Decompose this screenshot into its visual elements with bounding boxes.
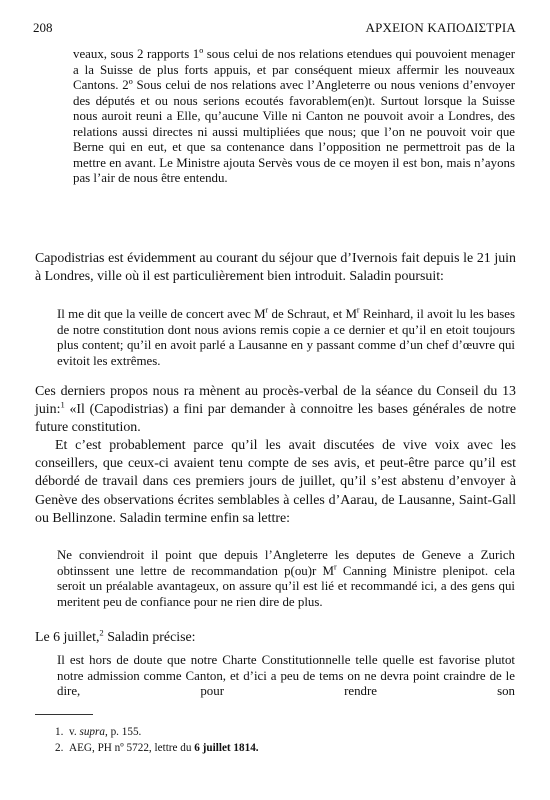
quote-block-2 <box>0 307 550 369</box>
quote-text: Ne conviendroit il point que depuis l’Angleterre les deputes de Geneve a Zurich obtinssent une lettre de recommandation p(ou)r $M^r$ Canning Ministre plenipot. cela seroit un préalable avantageux, on assure qu’il est lié et recommandé ici, a des gens qui meritent peu de confiance pour ne rien dire de plus. <box>57 548 515 609</box>
quote-text: Il me dit que la veille de concert avec $M^r$ de Schraut, et $M^r$ Reinhard, il avoit lu les bases de notre constitution dont nous avions remis copie a ce dernier et qu’il en etoit toujours plus content; qu’il en avoit parlé a Lausanne en y passant comme d’un chef d’œuvre qui evitoit les extrêmes. <box>57 305 515 368</box>
body-paragraph-4 <box>0 629 550 647</box>
footnote-2: 2. AEG, PH nº 5722, lettre du 6 juillet 1814. <box>55 742 259 754</box>
paragraph-text-part: «Il (Capodistrias) a fini par demander à connoitre les bases générales de notre future constitution. <box>35 402 516 436</box>
footnote-reference: 2 <box>99 627 104 638</box>
footnote-divider <box>35 714 93 715</box>
body-paragraph-2 <box>0 383 550 438</box>
paragraph-text-part: Ces derniers propos nous ra mènent au procès-verbal de la séance du Conseil du 13 juin: <box>35 384 516 418</box>
page-header <box>33 20 516 40</box>
running-head: ΑΡΧΕΙΟΝ ΚΑΠΟΔΙΣΤΡΙΑ <box>365 20 516 35</box>
quote-block-1 <box>0 47 550 187</box>
paragraph-text: Capodistrias est évidemment au courant du séjour que d’Ivernois fait depuis le 21 juin à Londres, ville où il est particulièrement bien introduit. Saladin poursuit: <box>35 251 516 285</box>
paragraph-text: Et c’est probablement parce qu’il les avait discutées de vive voix avec les conseillers, que ceux-ci avaient tenu compte de ses avis, et peut-être parce qu’il est débordé de travail dans ces premiers jours de juillet, qu’il s’est abstenu d’envoyer à Genève des observations écrites semblables à celles d’Aarau, de Lausanne, Saint-Gall ou Bellinzone. Saladin termine enfin sa lettre: <box>35 438 516 526</box>
paragraph-text-part: Le 6 juillet, <box>35 630 100 645</box>
footnote-1: 1. v. supra, p. 155. <box>55 726 142 738</box>
paragraph-text <box>35 629 516 647</box>
quote-block-4 <box>0 653 550 700</box>
body-paragraph-1 <box>0 250 550 286</box>
paragraph-text <box>35 383 516 438</box>
quote-block-3 <box>0 548 550 610</box>
paragraph-text-part: Saladin précise: <box>103 630 196 645</box>
quote-text: Il est hors de doute que notre Charte Constitutionnelle telle quelle est favorise plutot notre admission comme Canton, et d’ici a peu de tems on ne devra point craindre de le dire, pour rendre son <box>57 653 515 698</box>
quote-text: veaux, sous 2 rapports 1º sous celui de nos relations etendues qui pouvoient menager a la Suisse de plus forts appuis, et par conséquent mieux affermir les nouveaux Cantons. 2º Sous celui de nos relations avec l’Angleterre ou nous venions d’envoyer des députés et ou nous serions ecoutés favorablem(en)t. Surtout lorsque la Suisse nous auroit reuni a Elle, qu’aucune Ville ni Canton ne pouvoit avoir a Londres, des relations aussi directes ni aussi multipliées que nous; que l’on ne pouvoit voir que Berne qui en eut, et que sa contenance dans l’opposition ne permettroit pas de la mettre en avant. Le Ministre ajouta Servès vous de ce moyen il est bon, mais n’ayons pas l’air de nous être entendu. <box>73 47 515 185</box>
footnote-reference: 1 <box>60 399 65 410</box>
body-paragraph-3 <box>0 437 550 528</box>
footnote-number: 1. <box>55 726 64 738</box>
footnote-number: 2. <box>55 742 64 754</box>
page-number: 208 <box>33 20 53 35</box>
